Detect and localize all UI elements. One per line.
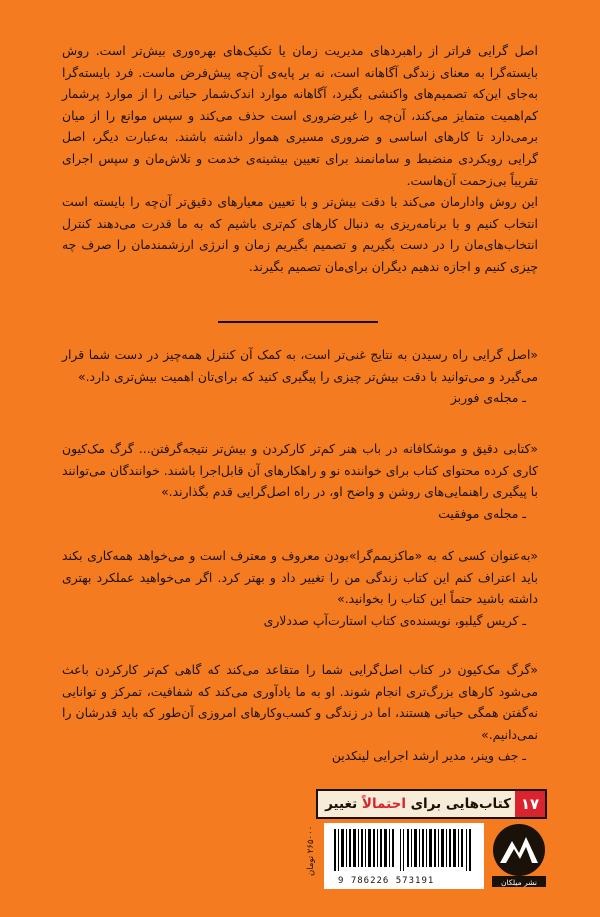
quote-text: «کتابی دقیق و موشکافانه در باب هنر کم‌تر کارکردن و بیش‌تر نتیجه‌گرفتن... گرگ مک‌کیون کاری کرده محتوای کتاب برای خواننده نو و راهکارهای آن قابل‌اجرا باشند. خوانندگان می‌توانند با پیگیری راهنمایی‌های روشن و واضح او، در راه اصل‌گرایی قدم بگذارند.» <box>62 441 538 499</box>
isbn-number: 9 786226 573191 <box>338 876 435 886</box>
quote-text: «اصل گرایی راه رسیدن به نتایج غنی‌تر است، به کمک آن کنترل همه‌چیز در دست شما قرار می‌گیرد و می‌توانید با دقت بیش‌تر چیزی را پیگیری کنید که برای‌تان اهمیت بیش‌تری دارد.» <box>62 347 538 384</box>
intro-text <box>62 40 538 278</box>
intro-paragraph-2: این روش وادارمان می‌کند با دقت بیش‌تر و با تعیین معیارهای دقیق‌تر آن‌چه را بایسته است انتخاب کنیم و با برنامه‌ریزی به دنبال کارهای کم‌تری باشیم که به ما قدرت می‌دهند کنترل انتخاب‌های‌مان را در دست بگیریم و تصمیم بگیریم زمان و انرژی ارزشمندمان را صرف چه چیزی کنیم و اجازه ندهیم دیگران برای‌مان تصمیم بگیرند. <box>62 194 538 274</box>
divider-line <box>218 321 378 323</box>
quote-jeff-weiner <box>62 659 538 767</box>
quote-chris-guillebeau <box>62 545 538 631</box>
series-title <box>322 791 511 817</box>
series-number: ۱۷ <box>515 791 545 817</box>
quote-success-magazine <box>62 438 538 524</box>
barcode-bars <box>330 829 478 871</box>
quote-source: ـ کریس گیلبو، نویسنده‌ی کتاب استارت‌آپ صددلاری <box>263 612 526 628</box>
series-highlight: احتمالاً <box>361 796 406 812</box>
publisher-logo <box>492 823 546 887</box>
isbn-barcode <box>324 823 484 889</box>
quote-forbes <box>62 344 538 409</box>
quote-text: «گرگ مک‌کیون در کتاب اصل‌گرایی شما را متقاعد می‌کند که گاهی کم‌تر کارکردن باعث می‌شود کارهای بزرگ‌تری انجام شوند. او به ما یادآوری می‌کند که شفافیت، تمرکز و توانایی نه‌گفتن همگی حیاتی هستند، اما در زندگی و کسب‌وکارهای امروزی آن‌طور که باید قدرشان را نمی‌دانیم.» <box>62 662 538 742</box>
price-label: ۲۶۵۰۰۰ تومان <box>306 826 316 877</box>
quote-source: ـ مجله‌ی فوربز <box>450 390 526 405</box>
publisher-name: نشر میلکان <box>501 878 537 887</box>
intro-paragraph-1: اصل گرایی فراتر از راهبردهای مدیریت زمان یا تکنیک‌های بهره‌وری بیش‌تر است. روش بایسته‌گرا به معنای زندگی آگاهانه است، نه بر پایه‌ی آن‌چه پیش‌فرض ماست. فرد بایسته‌گرا به‌جای این‌که تصمیم‌های واکنشی بگیرد، آگاهانه موارد اندک‌شمار حیاتی را از موارد پرشمار کم‌اهمیت متمایز می‌کند، آن‌چه را غیرضروری است حذف می‌کند و سپس موانع را از میان برمی‌دارد تا کارهای اساسی و ضروری مسیری هموار داشته باشند. به‌عبارت دیگر، اصل گرایی رویکردی منضبط و سامانمند برای تعیین بیشینه‌ی خدمت و تلاش‌مان و سپس اجرای تقریباً بی‌زحمت آن‌هاست. <box>62 43 538 188</box>
series-prefix: کتاب‌هایی برای <box>405 796 511 812</box>
quote-source: ـ مجله‌ی موفقیت <box>438 505 526 521</box>
series-suffix: تغییر <box>325 796 362 812</box>
series-label <box>316 789 547 819</box>
quote-text: «به‌عنوان کسی که به «ماکزیمم‌گرا»بودن معروف و معترف است و می‌خواهد همه‌کاری بکند باید اعتراف کنم این کتاب زندگی من را تغییر داد و بهتر کرد. اگر می‌خواهید عملکرد بهتری داشته باشید حتماً این کتاب را بخوانید.» <box>62 548 538 606</box>
quote-source: ـ جف وینر، مدیر ارشد اجرایی لینکدین <box>331 748 526 763</box>
